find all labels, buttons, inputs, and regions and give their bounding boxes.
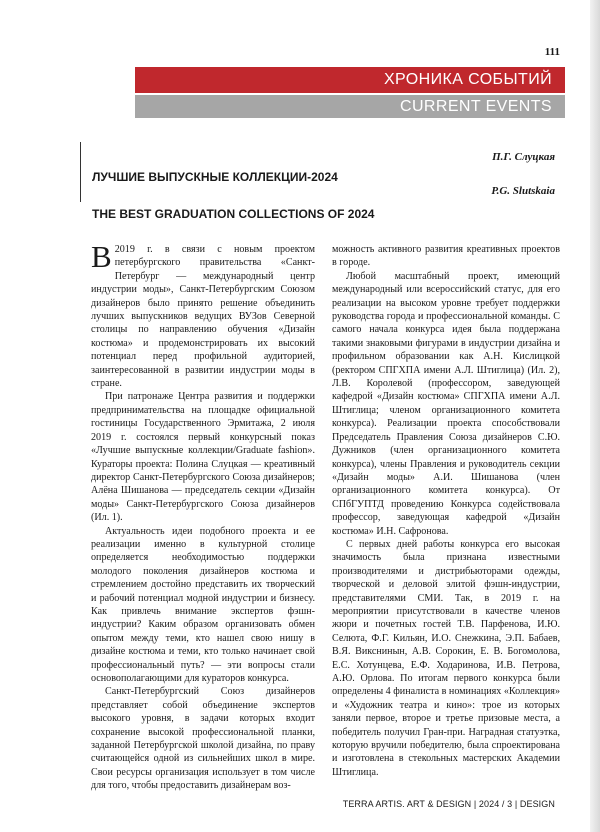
author-english: P.G. Slutskaia <box>491 185 555 197</box>
title-rule <box>80 142 81 202</box>
drop-cap: В <box>91 239 112 274</box>
right-column <box>332 243 560 779</box>
paragraph: Любой масштабный проект, имеющий международный или всероссийский статус, для его реализации на высоком уровне требует поддержки руководства города и профессиональной команды. С самого начала конкурса идея была поддержана такими знаковыми фигурами в индустрии дизайна и профильном образовании как А.Н. Кислицкой (ректором СПГХПА имени А.Л. Штиглица) (Ил. 2), Л.В. Королевой (профессором, заведующей кафедрой «Дизайн костюма» СПГХПА имени А.Л. Штиглица; членом организационного комитета конкурса). Реализации проекта способствовали Председатель Правления Союза дизайнеров С.Ю. Дужников (член организационного комитета конкурса), члены Правления и руководитель секции «Дизайн моды» А.И. Шишанова (член организационного комитета конкурса). От СПбГУПТД проведению Конкурса содействовала профессор, заведующая кафедрой «Дизайн костюма» И.Н. Сафронова. <box>332 270 560 537</box>
author-russian: П.Г. Слуцкая <box>492 151 555 163</box>
title-russian: ЛУЧШИЕ ВЫПУСКНЫЕ КОЛЛЕКЦИИ-2024 <box>92 170 338 184</box>
rubric-russian: ХРОНИКА СОБЫТИЙ <box>135 67 565 93</box>
paragraph: С первых дней работы конкурса его высокая значимость была признана известными производителями и дистрибьюторами одежды, творческой и деловой элитой фэшн-индустрии, представителями СМИ. Так, в 2019 г. на мероприятии присутствовали в качестве членов жюри и почетных гостей Т.В. Парфенова, И.Ю. Селюта, Ф.Г. Кильян, И.О. Снежкина, Э.П. Бабаев, В.Я. Викснинын, А.В. Сорокин, Е. В. Богомолова, Е.С. Хотунцева, Е.Ф. Ходаринова, И.В. Петрова, А.Ю. Орлова. По итогам первого конкурса были определены 4 финалиста в номинациях «Коллекция» и «Художник театра и кино»: трое из которых заняли первое, второе и третье призовые места, а победитель получил Гран-при. Наградная статуэтка, которую вручили победителю, была спроектирована и изготовлена в стекольных мастерских Академии Штиглица. <box>332 538 560 778</box>
paragraph: можность активного развития креативных проектов в городе. <box>332 244 560 269</box>
page-number: 111 <box>544 46 560 58</box>
paragraph: Санкт-Петербургский Союз дизайнеров представляет собой объединение экспертов высокого уровня, в задачи которых входит сохранение высокой профессиональной планки, заданной Петербургской школой дизайна, по праву считающейся одной из сильнейших школ в мире. Свои ресурсы организация использует в том числе для того, чтобы предоставить дизайнерам воз- <box>91 686 315 792</box>
paragraph: Актуальность идеи подобного проекта и ее реализации именно в культурной столице определяется необходимостью поддержки молодого поколения дизайнеров костюма и стремлением достойно представить их творческий и рабочий потенциал модной индустрии и бизнесу. Как привлечь внимание экспертов фэшн-индустрии? Каким образом организовать обмен опытом между теми, кто нашел свою нишу в дизайне костюма и теми, кто только начинает свой профессиональный путь? — эти вопросы стали основополагающими для кураторов конкурса. <box>91 525 315 684</box>
title-english: THE BEST GRADUATION COLLECTIONS OF 2024 <box>92 207 375 221</box>
journal-footer: TERRA ARTIS. ART & DESIGN | 2024 / 3 | DESIGN <box>342 799 555 809</box>
rubric-english: CURRENT EVENTS <box>135 95 565 118</box>
paragraph: При патронаже Центра развития и поддержки предпринимательства на площадке официальной гостиницы Государственного Эрмитажа, 2 июля 2019 г. состоялся первый конкурсный показ «Лучшие выпускные коллекции/Graduate fashion». Кураторы проекта: Полина Слуцкая — креативный директор Санкт-Петербургского Союза дизайнеров; Алёна Шишанова — председатель секции «Дизайн моды» Санкт-Петербургского Союза дизайнеров (Ил. 1). <box>91 391 315 524</box>
left-column <box>91 239 315 793</box>
page-edge <box>590 0 600 832</box>
paragraph: В 2019 г. в связи с новым проектом петербургского правительства «Санкт-Петербург — международный центр индустрии моды», Санкт-Петербургским Союзом дизайнеров было принято решение объединить лучших выпускников ведущих ВУЗов Северной столицы по направлению обучения «Дизайн костюма» и продемонстрировать их высокий потенциал перед профильной аудиторией, заинтересованной в развитии индустрии моды в стране. <box>91 239 315 390</box>
